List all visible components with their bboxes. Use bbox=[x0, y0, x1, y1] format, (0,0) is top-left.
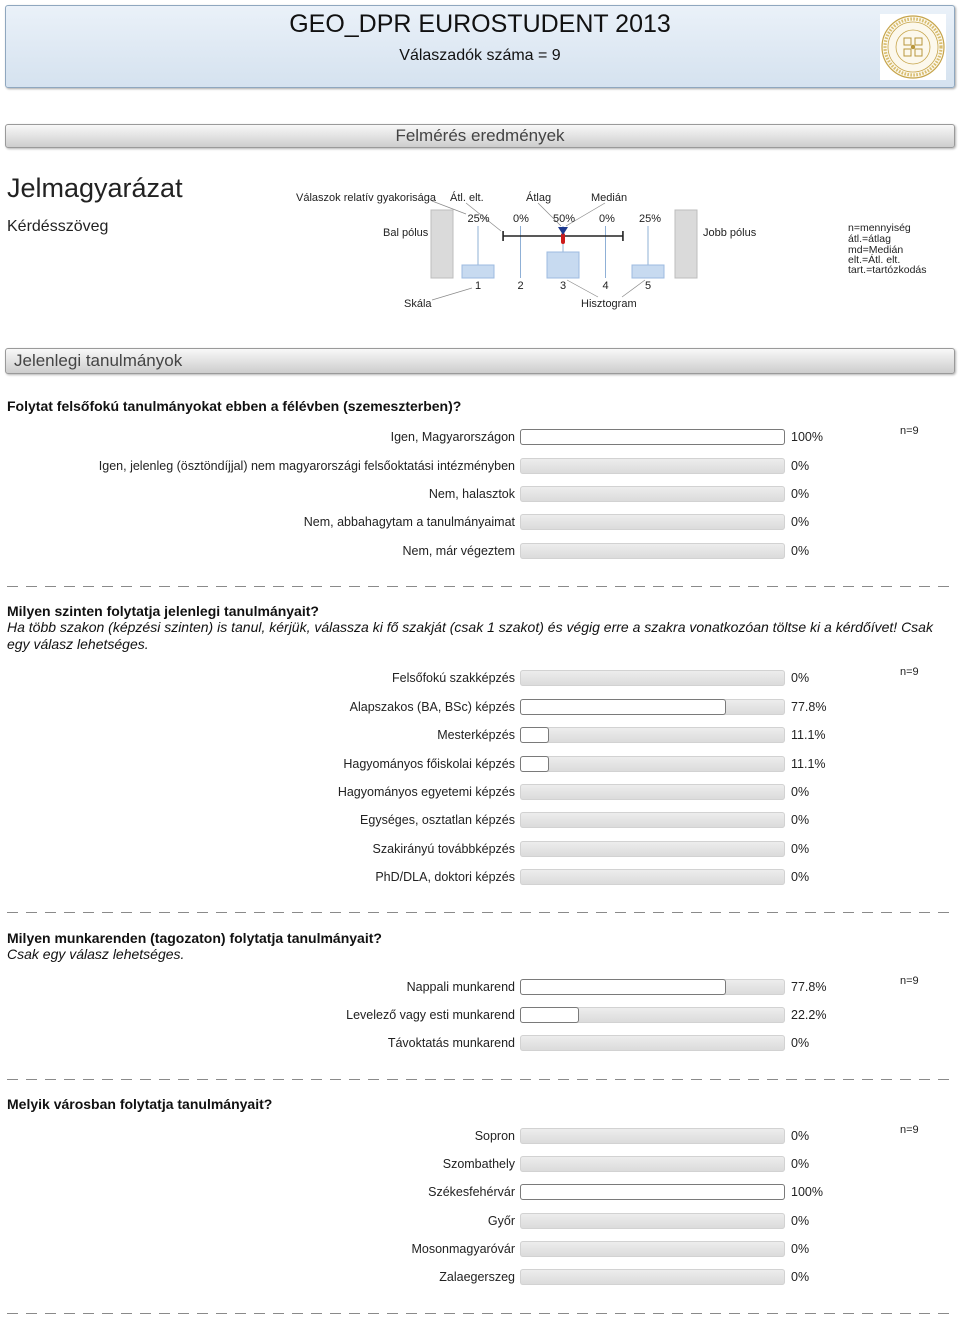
option-bar bbox=[520, 670, 785, 686]
option-percent: 0% bbox=[791, 1157, 810, 1171]
option-bar bbox=[520, 1241, 785, 1257]
option-percent: 0% bbox=[791, 544, 810, 558]
option-percent: 100% bbox=[791, 1185, 823, 1199]
response-count: n=9 bbox=[900, 666, 919, 678]
option-percent: 100% bbox=[791, 430, 823, 444]
option-label: Egységes, osztatlan képzés bbox=[360, 813, 515, 827]
option-bar bbox=[520, 514, 785, 530]
left-pole-label: Bal pólus bbox=[383, 227, 429, 239]
option-label: PhD/DLA, doktori képzés bbox=[375, 870, 515, 884]
option-percent: 0% bbox=[791, 842, 810, 856]
legend-question-text: Kérdésszöveg bbox=[7, 218, 109, 235]
option-bar bbox=[520, 486, 785, 502]
option-bar-fill bbox=[520, 1007, 579, 1023]
option-percent: 0% bbox=[791, 1129, 810, 1143]
option-percent: 0% bbox=[791, 459, 810, 473]
results-heading-label: Felmérés eredmények bbox=[395, 126, 565, 145]
option-bar bbox=[520, 1128, 785, 1144]
option-bar bbox=[520, 841, 785, 857]
histogram-percent-label: 25% bbox=[467, 213, 490, 225]
option-percent: 22.2% bbox=[791, 1008, 827, 1022]
option-label: Hagyományos egyetemi képzés bbox=[337, 785, 515, 799]
option-label: Igen, Magyarországon bbox=[390, 430, 515, 444]
option-percent: 0% bbox=[791, 487, 810, 501]
histogram-label: Hisztogram bbox=[581, 298, 637, 310]
option-percent: 77.8% bbox=[791, 700, 827, 714]
question-instructions: Ha több szakon (képzési szinten) is tanul, kérjük, válassza ki fő szakját (csak 1 szakot) és végig erre a szakra vonatkozóan töltse ki a kérdőívet! Csak egy válasz lehetséges. bbox=[7, 618, 933, 652]
histogram-percent-label: 0% bbox=[599, 213, 615, 225]
abbreviation-mean: átl.=átlag bbox=[848, 233, 891, 245]
histogram-percent-label: 50% bbox=[552, 213, 576, 225]
option-percent: 11.1% bbox=[791, 728, 826, 742]
scale-number: 1 bbox=[474, 280, 482, 292]
question-title: Melyik városban folytatja tanulmányait? bbox=[7, 1096, 273, 1112]
option-bar bbox=[520, 727, 785, 743]
option-percent: 77.8% bbox=[791, 980, 827, 994]
option-label: Szombathely bbox=[442, 1157, 515, 1171]
response-count: n=9 bbox=[900, 425, 919, 437]
option-label: Nem, halasztok bbox=[428, 487, 515, 501]
option-label: Nappali munkarend bbox=[406, 980, 515, 994]
scale-number: 5 bbox=[644, 280, 652, 292]
question-separator bbox=[7, 586, 952, 587]
option-label: Sopron bbox=[474, 1129, 515, 1143]
option-label: Alapszakos (BA, BSc) képzés bbox=[349, 700, 515, 714]
option-label: Székesfehérvár bbox=[428, 1185, 515, 1199]
option-label: Nem, már végeztem bbox=[402, 544, 515, 558]
scale-number: 2 bbox=[517, 280, 524, 292]
option-label: Mesterképzés bbox=[437, 728, 515, 742]
option-bar-fill bbox=[520, 979, 726, 995]
option-bar-fill bbox=[520, 727, 549, 743]
scale-number: 4 bbox=[602, 280, 609, 292]
question-title: Milyen munkarenden (tagozaton) folytatja tanulmányait? bbox=[7, 930, 382, 946]
option-bar-fill bbox=[520, 699, 726, 715]
option-percent: 0% bbox=[791, 1270, 810, 1284]
legend-title: Jelmagyarázat bbox=[7, 173, 183, 203]
option-bar bbox=[520, 1213, 785, 1229]
option-percent: 11.1% bbox=[791, 757, 826, 771]
option-bar bbox=[520, 1269, 785, 1285]
question-separator bbox=[7, 1079, 952, 1080]
option-label: Hagyományos főiskolai képzés bbox=[343, 757, 515, 771]
option-bar bbox=[520, 699, 785, 715]
response-count: n=9 bbox=[900, 975, 919, 987]
option-label: Szakirányú továbbképzés bbox=[372, 842, 515, 856]
median-label: Medián bbox=[591, 192, 628, 204]
option-label: Felsőfokú szakképzés bbox=[392, 671, 515, 685]
option-percent: 0% bbox=[791, 1036, 810, 1050]
scale-number: 3 bbox=[559, 280, 567, 292]
mean-label: Átlag bbox=[526, 192, 552, 204]
section-heading-label: Jelenlegi tanulmányok bbox=[14, 351, 183, 370]
option-bar bbox=[520, 1184, 785, 1200]
option-bar bbox=[520, 429, 785, 445]
report-title: GEO_DPR EUROSTUDENT 2013 bbox=[289, 10, 671, 38]
question-separator bbox=[7, 912, 952, 913]
question-title: Folytat felsőfokú tanulmányokat ebben a félévben (szemeszterben)? bbox=[7, 398, 462, 414]
option-label: Igen, jelenleg (ösztöndíjjal) nem magyarországi felsőoktatási intézményben bbox=[98, 459, 515, 473]
option-bar-fill bbox=[520, 756, 549, 772]
option-bar bbox=[520, 979, 785, 995]
option-bar-fill bbox=[520, 1184, 785, 1200]
option-label: Nem, abbahagytam a tanulmányaimat bbox=[303, 515, 515, 529]
abbreviation-median: md=Medián bbox=[848, 244, 904, 256]
option-percent: 0% bbox=[791, 515, 810, 529]
option-bar-fill bbox=[520, 429, 785, 445]
option-bar bbox=[520, 543, 785, 559]
option-label: Levelező vagy esti munkarend bbox=[346, 1008, 515, 1022]
option-bar bbox=[520, 869, 785, 885]
option-bar bbox=[520, 1007, 785, 1023]
option-bar bbox=[520, 458, 785, 474]
option-bar bbox=[520, 1156, 785, 1172]
option-percent: 0% bbox=[791, 785, 810, 799]
response-count: n=9 bbox=[900, 1124, 919, 1136]
question-title: Milyen szinten folytatja jelenlegi tanulmányait? bbox=[7, 603, 319, 619]
option-percent: 0% bbox=[791, 870, 810, 884]
right-pole-label: Jobb pólus bbox=[703, 227, 757, 239]
abbreviation-abstention: tart.=tartózkodás bbox=[848, 264, 927, 276]
scale-label: Skála bbox=[404, 298, 432, 310]
question-instructions: Csak egy válasz lehetséges. bbox=[7, 945, 185, 962]
option-bar bbox=[520, 756, 785, 772]
option-percent: 0% bbox=[791, 671, 810, 685]
histogram-percent-label: 25% bbox=[638, 213, 662, 225]
option-bar bbox=[520, 1035, 785, 1051]
option-bar bbox=[520, 784, 785, 800]
relative-frequency-label: Válaszok relatív gyakorisága bbox=[296, 192, 437, 204]
abbreviation-n: n=mennyiség bbox=[848, 222, 911, 234]
option-percent: 0% bbox=[791, 813, 810, 827]
question-separator bbox=[7, 1313, 952, 1314]
std-dev-label: Átl. elt. bbox=[450, 192, 484, 204]
option-bar bbox=[520, 812, 785, 828]
option-label: Távoktatás munkarend bbox=[387, 1036, 515, 1050]
option-label: Győr bbox=[487, 1214, 515, 1228]
option-label: Zalaegerszeg bbox=[439, 1270, 515, 1284]
option-label: Mosonmagyaróvár bbox=[411, 1242, 515, 1256]
option-percent: 0% bbox=[791, 1242, 810, 1256]
abbreviation-std-dev: elt.=Átl. elt. bbox=[848, 254, 901, 266]
option-percent: 0% bbox=[791, 1214, 810, 1228]
respondent-count: Válaszadók száma = 9 bbox=[399, 47, 561, 64]
histogram-percent-label: 0% bbox=[513, 213, 529, 225]
